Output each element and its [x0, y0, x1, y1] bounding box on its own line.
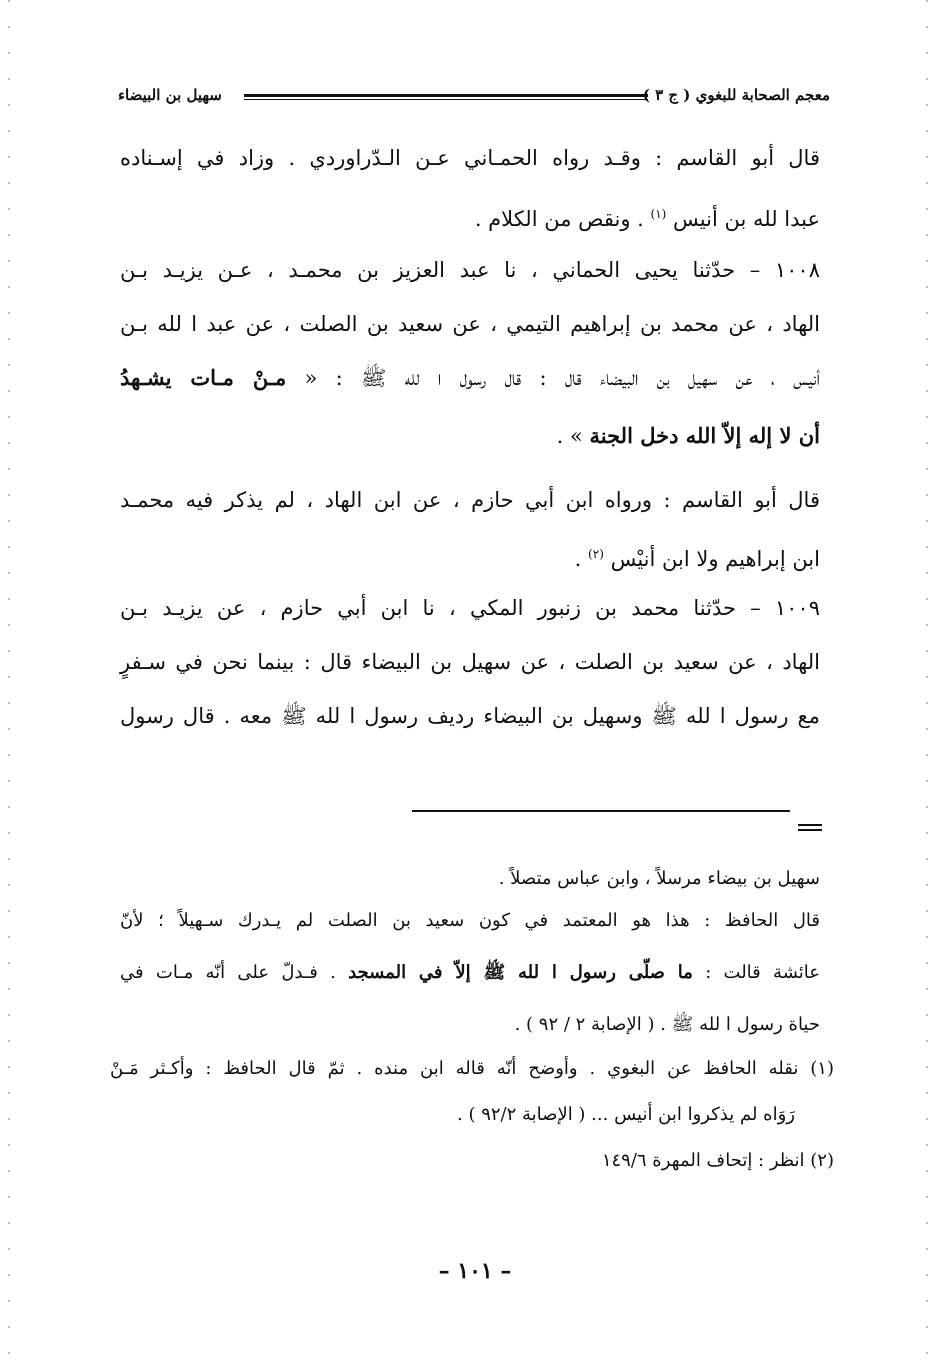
running-header [118, 82, 830, 112]
body-line-8-text: ابن إبراهيم ولا ابن أنيْس [610, 547, 820, 571]
hadith-1008-close: » . [556, 424, 583, 448]
body-line-1: قال أبو القاسم : وقـد رواه الحمـاني عـن الـدّراوردي . وزاد في إسـناده [120, 146, 820, 170]
header-rule [244, 94, 648, 100]
footnote-ref-2: (٢) [588, 547, 604, 561]
hadith-1008-matn-start: مـنْ مـات يشـهدُ [120, 365, 287, 390]
hadith-1009-line-3: مع رسول ا لله ﷺ وسهيل بن البيضاء رديف رسول ا لله ﷺ معه . قال رسول [120, 704, 820, 728]
footnote-2: (٢) انظر : إتحاف المهرة ١٤٩/٦ [601, 1150, 834, 1171]
body-line-8 [575, 538, 820, 575]
footnote-continuation-mark [798, 824, 822, 826]
footnote-line-4: حياة رسول ا لله ﷺ . ( الإصابة ٢ / ٩٢ ) . [514, 1014, 820, 1035]
body-line-2-text: عبدا لله بن أنيس [673, 207, 820, 231]
body-line-7: قال أبو القاسم : ورواه ابن أبي حازم ، عن ابن الهاد ، لم يذكر فيه محمـد [120, 488, 820, 512]
footnote-separator [412, 810, 790, 812]
footnote-line-3-quote: ما صلّى رسول ا لله ﷺ إلاّ في المسجد [348, 962, 693, 983]
hadith-1009-line-2: الهاد ، عن سعيد بن الصلت ، عن سهيل بن البيضاء قال : بينما نحن في سـفرٍ [120, 650, 820, 674]
margin-dots-left [8, 0, 10, 1367]
footnote-ref-1: (١) [650, 207, 667, 221]
body-line-8-end: . [574, 547, 582, 571]
body-line-2 [475, 198, 820, 235]
footnote-line-2: قال الحافظ : هذا هو المعتمد في كون سعيد بن الصلت لم يـدرك سـهيلاً ؛ لأنّ [120, 910, 820, 931]
margin-dots-right [926, 0, 928, 1367]
hadith-1009-line-1: ١٠٠٩ – حدّثنا محمد بن زنبور المكي ، نا ابن أبي حازم ، عن يزيـد بـن [120, 596, 820, 620]
hadith-1008-matn-end: أن لا إله إلاّ الله دخل الجنة [589, 423, 820, 448]
header-book-title: معجم الصحابة للبغوي ( ج ٣ ) [642, 86, 830, 104]
footnote-1-cont: رَوَاه لم يذكروا ابن أنيس ... ( الإصابة ٩٢/٢ ) . [457, 1104, 795, 1125]
footnote-line-1: سهيل بن بيضاء مرسلاً ، وابن عباس متصلاً . [498, 868, 820, 889]
page-number: – ١٠١ – [438, 1258, 512, 1284]
header-section-title: سهيل بن البيضاء [118, 86, 222, 104]
body-line-2-end: . ونقص من الكلام . [474, 207, 644, 231]
hadith-1008-line-1: ١٠٠٨ – حدّثنا يحيى الحماني ، نا عبد العزيز بن محمـد ، عـن يزيـد بـن [120, 258, 820, 282]
hadith-1008-line-3 [120, 362, 820, 394]
footnote-line-3 [120, 958, 820, 988]
footnote-1: (١) نقله الحافظ عن البغوي . وأوضح أنّه قاله ابن منده . ثمّ قال الحافظ : وأكـثر مَـنْ [110, 1058, 834, 1079]
footnote-line-3-c: . فـدلّ على أنّه مـات في [120, 962, 336, 983]
hadith-1008-line-3-text: أنيس ، عن سهيل بن البيضاء قال : قال رسول ا لله ﷺ : « [304, 366, 820, 390]
hadith-1008-line-2: الهاد ، عن محمد بن إبراهيم التيمي ، عن سعيد بن الصلت ، عن عبد ا لله بـن [120, 312, 820, 336]
hadith-1008-line-4 [557, 420, 820, 452]
footnote-line-3-a: عائشة قالت : [705, 962, 820, 983]
